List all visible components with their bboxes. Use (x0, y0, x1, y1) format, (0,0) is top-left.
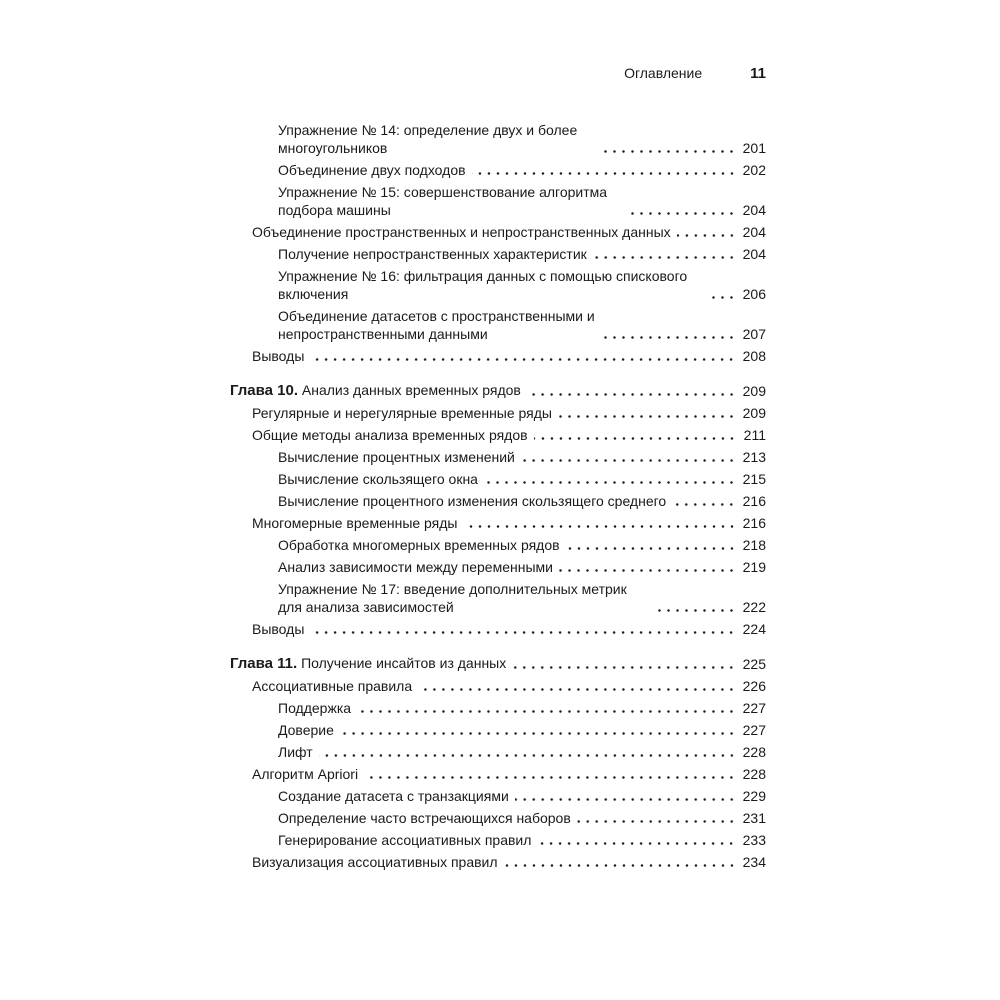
header-page-number: 11 (750, 65, 766, 82)
dot-leader (672, 503, 736, 506)
toc-page-number: 219 (742, 559, 766, 575)
toc-entry-title: Упражнение № 15: совершенствование алгоритма подбора машины (278, 184, 608, 218)
toc-entry[interactable] (230, 853, 766, 871)
toc-page-number: 227 (742, 722, 766, 738)
toc-page-number: 224 (742, 621, 766, 637)
dot-leader (418, 688, 736, 691)
toc-page-number: 215 (742, 471, 766, 487)
toc-page-number: 206 (742, 286, 766, 302)
dot-leader (364, 776, 736, 779)
toc-page-number: 216 (742, 515, 766, 531)
toc-page-number: 231 (742, 810, 766, 826)
dot-leader (527, 393, 736, 396)
toc-page-number: 202 (742, 162, 766, 178)
toc-entry[interactable] (230, 677, 766, 695)
toc-entry-title: Упражнение № 17: введение дополнительных метрик для анализа зависимостей (278, 581, 627, 615)
dot-leader (521, 459, 736, 462)
toc-entry[interactable] (230, 448, 766, 466)
toc-entry[interactable] (230, 121, 766, 157)
toc-entry-title: Объединение пространственных и непространственных данных (252, 224, 671, 240)
dot-leader (512, 666, 736, 669)
toc-entry[interactable] (230, 492, 766, 510)
header-title: Оглавление (624, 65, 703, 81)
toc-entry-title: Поддержка (278, 700, 352, 716)
dot-leader (677, 234, 736, 237)
toc-page-number: 216 (742, 493, 766, 509)
dot-leader (515, 798, 736, 801)
toc-page-number: 228 (742, 766, 766, 782)
toc-entry[interactable] (230, 699, 766, 717)
chapter-title: Получение инсайтов из данных (301, 655, 507, 671)
dot-leader (319, 754, 736, 757)
toc-entry[interactable] (230, 831, 766, 849)
dot-leader (604, 336, 736, 339)
toc-page-number: 234 (742, 854, 766, 870)
toc-entry[interactable] (230, 620, 766, 638)
toc-entry-title: Определение часто встречающихся наборов (278, 810, 571, 826)
toc-entry-title: Вычисление процентного изменения скользящего среднего (278, 493, 667, 509)
toc-page-number: 211 (743, 427, 766, 443)
toc-entry-title: Многомерные временные ряды (252, 515, 458, 531)
toc-entry[interactable] (230, 223, 766, 241)
toc-entry-title: Получение непространственных характеристик (278, 246, 587, 262)
toc-entry-title: Выводы (252, 621, 305, 637)
toc-entry[interactable] (230, 514, 766, 532)
dot-leader (357, 710, 736, 713)
table-of-contents (230, 121, 766, 875)
toc-entry[interactable] (230, 183, 766, 219)
toc-page-number: 204 (742, 246, 766, 262)
toc-entry-title: Создание датасета с транзакциями (278, 788, 509, 804)
toc-entry-title: Генерирование ассоциативных правил (278, 832, 532, 848)
toc-page-number: 226 (742, 678, 766, 694)
dot-leader (566, 547, 736, 550)
dot-leader (577, 820, 736, 823)
toc-entry-title (230, 381, 521, 400)
toc-page-number: 207 (742, 326, 766, 342)
toc-entry-title: Ассоциативные правила (252, 678, 413, 694)
dot-leader (472, 172, 736, 175)
toc-chapter-entry[interactable] (230, 381, 766, 400)
toc-entry[interactable] (230, 307, 766, 343)
toc-page-number: 209 (742, 383, 766, 399)
dot-leader (534, 437, 736, 440)
dot-leader (537, 842, 736, 845)
toc-entry[interactable] (230, 765, 766, 783)
toc-page-number: 213 (742, 449, 766, 465)
toc-entry[interactable] (230, 426, 766, 444)
toc-entry[interactable] (230, 558, 766, 576)
toc-page-number: 208 (742, 348, 766, 364)
toc-entry[interactable] (230, 743, 766, 761)
dot-leader (593, 256, 736, 259)
toc-entry[interactable] (230, 347, 766, 365)
toc-page-number: 204 (742, 224, 766, 240)
toc-entry[interactable] (230, 580, 766, 616)
toc-entry-title: Анализ зависимости между переменными (278, 559, 553, 575)
dot-leader (484, 481, 736, 484)
dot-leader (464, 525, 737, 528)
toc-entry[interactable] (230, 536, 766, 554)
chapter-label: Глава 10. (230, 382, 299, 399)
toc-entry[interactable] (230, 721, 766, 739)
running-header (230, 65, 766, 91)
dot-leader (630, 212, 736, 215)
dot-leader (602, 150, 736, 153)
chapter-gap (230, 642, 766, 654)
toc-page-number: 229 (742, 788, 766, 804)
dot-leader (559, 569, 736, 572)
toc-entry-title: Вычисление скользящего окна (278, 471, 478, 487)
toc-entry-title: Лифт (278, 744, 313, 760)
toc-entry-title: Регулярные и нерегулярные временные ряды (252, 405, 552, 421)
dot-leader (340, 732, 736, 735)
dot-leader (310, 358, 736, 361)
toc-entry[interactable] (230, 161, 766, 179)
toc-entry-title: Объединение датасетов с пространственными и непространственными данными (278, 308, 595, 342)
toc-page-number: 218 (742, 537, 766, 553)
toc-entry-title: Упражнение № 14: определение двух и более многоугольников (278, 122, 578, 156)
toc-entry-title: Общие методы анализа временных рядов (252, 427, 528, 443)
toc-page-number: 222 (742, 599, 766, 615)
toc-entry-title: Доверие (278, 722, 334, 738)
chapter-label: Глава 11. (230, 655, 298, 672)
toc-page-number: 233 (742, 832, 766, 848)
dot-leader (654, 609, 736, 612)
chapter-title: Анализ данных временных рядов (301, 382, 521, 398)
toc-entry-title: Объединение двух подходов (278, 162, 466, 178)
dot-leader (504, 864, 736, 867)
toc-entry[interactable] (230, 245, 766, 263)
toc-page-number: 227 (742, 700, 766, 716)
toc-entry[interactable] (230, 809, 766, 827)
toc-page-number: 225 (742, 656, 766, 672)
toc-entry[interactable] (230, 404, 766, 422)
toc-entry-title: Обработка многомерных временных рядов (278, 537, 560, 553)
toc-entry[interactable] (230, 787, 766, 805)
toc-entry-title: Вычисление процентных изменений (278, 449, 515, 465)
toc-entry-title: Выводы (252, 348, 305, 364)
toc-entry-title: Алгоритм Apriori (252, 766, 359, 782)
toc-entry-title (230, 654, 506, 673)
dot-leader (310, 631, 736, 634)
toc-page-number: 228 (742, 744, 766, 760)
dot-leader (710, 296, 736, 299)
toc-page-number: 201 (742, 140, 766, 156)
toc-chapter-entry[interactable] (230, 654, 766, 673)
dot-leader (558, 415, 736, 418)
toc-page-number: 204 (742, 202, 766, 218)
toc-entry-title: Визуализация ассоциативных правил (252, 854, 498, 870)
toc-entry-title: Упражнение № 16: фильтрация данных с помощью спискового включения (278, 268, 688, 302)
toc-entry[interactable] (230, 267, 766, 303)
toc-entry[interactable] (230, 470, 766, 488)
chapter-gap (230, 369, 766, 381)
toc-page-number: 209 (742, 405, 766, 421)
